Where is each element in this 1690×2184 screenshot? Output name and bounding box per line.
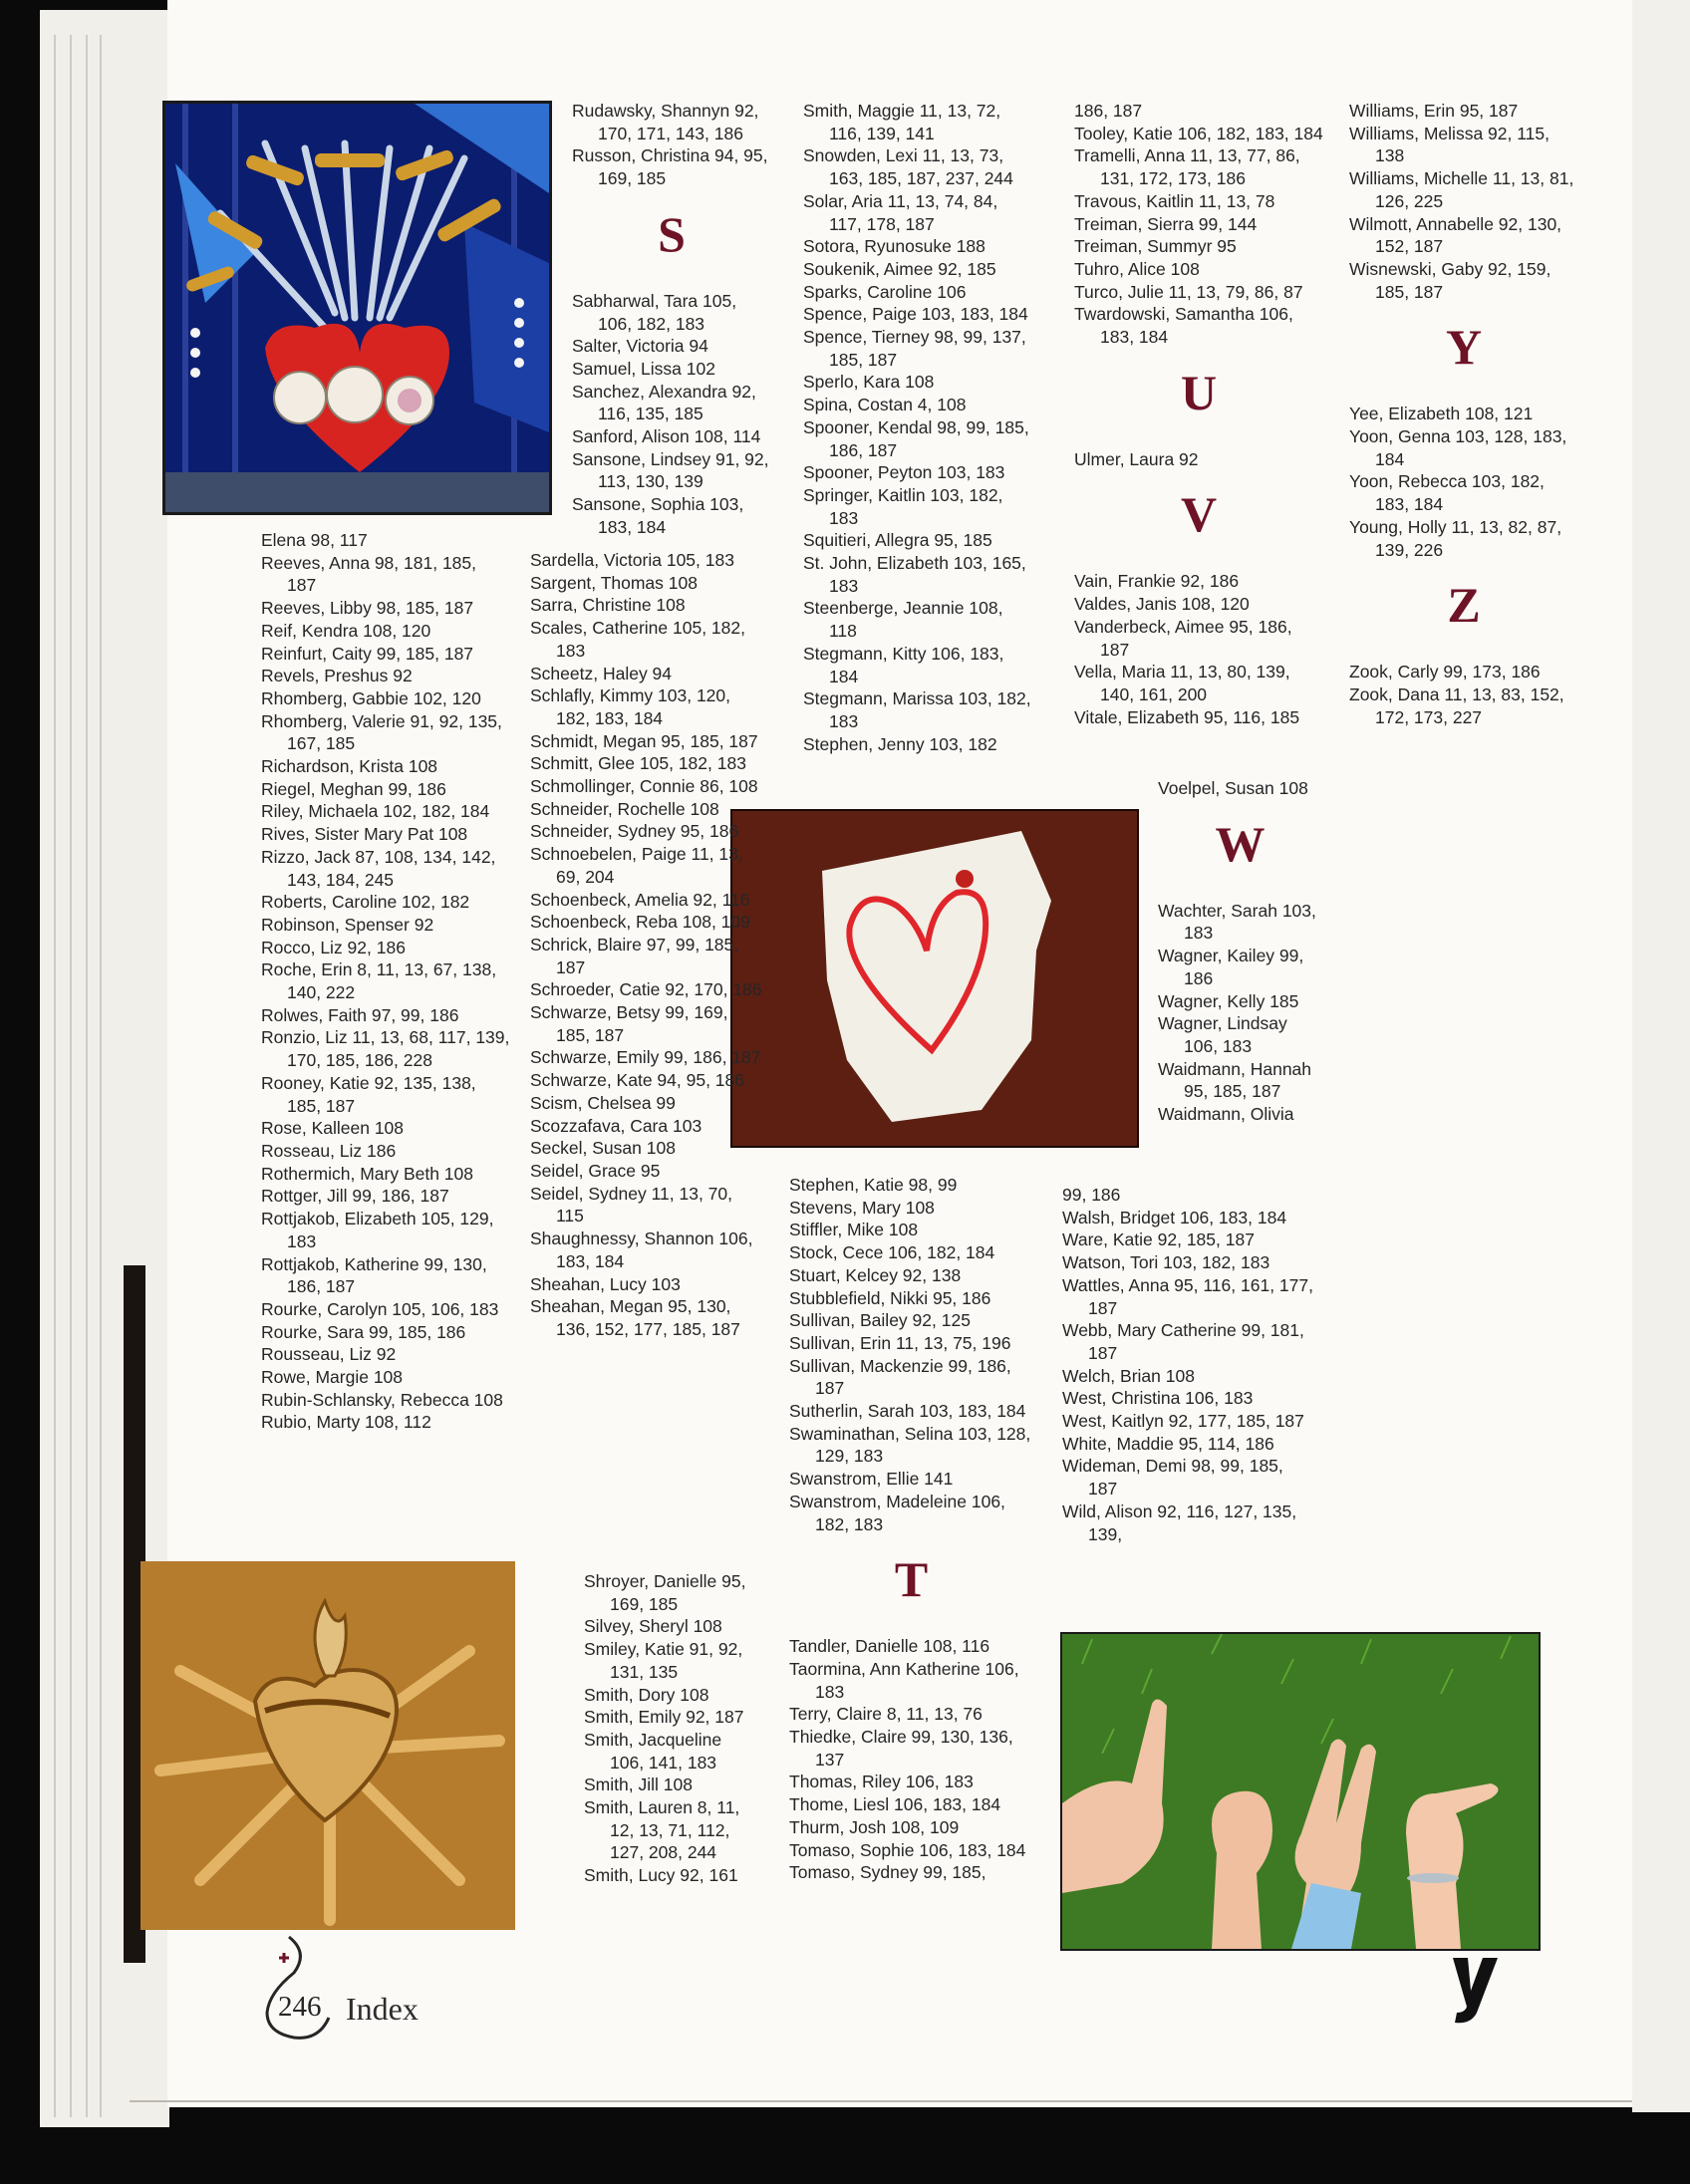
index-entry: Yoon, Genna 103, 128, 183, 184 bbox=[1349, 426, 1567, 469]
index-entry: Seckel, Susan 108 bbox=[530, 1138, 676, 1159]
index-entry: Stubblefield, Nikki 95, 186 bbox=[789, 1287, 991, 1308]
index-entry: Williams, Erin 95, 187 bbox=[1349, 101, 1519, 121]
index-entry: Samuel, Lissa 102 bbox=[572, 358, 715, 379]
index-entry: Schwarze, Betsy 99, 169, 185, 187 bbox=[530, 1002, 728, 1045]
index-column-4a bbox=[1074, 100, 1323, 728]
index-entry: Stock, Cece 106, 182, 184 bbox=[789, 1242, 995, 1263]
index-entry: Zook, Dana 11, 13, 83, 152, 172, 173, 227 bbox=[1349, 683, 1564, 727]
index-entry: Revels, Preshus 92 bbox=[261, 666, 413, 686]
section-letter: S bbox=[658, 205, 686, 262]
index-entry: Rubio, Marty 108, 112 bbox=[261, 1412, 431, 1433]
index-column-3b bbox=[789, 1174, 1033, 1884]
index-entry: Squitieri, Allegra 95, 185 bbox=[803, 530, 992, 551]
index-entry: Schmidt, Megan 95, 185, 187 bbox=[530, 730, 758, 751]
index-entry: Vain, Frankie 92, 186 bbox=[1074, 571, 1240, 592]
index-entry: Wattles, Anna 95, 116, 161, 177, 187 bbox=[1062, 1274, 1313, 1318]
index-entry: Solar, Aria 11, 13, 74, 84, 117, 178, 187 bbox=[803, 190, 998, 234]
page-number: 246 bbox=[278, 1991, 322, 2023]
index-entry: Reinfurt, Caity 99, 185, 187 bbox=[261, 643, 474, 664]
index-entry: Wagner, Kelly 185 bbox=[1158, 990, 1299, 1011]
index-entry: Spina, Costan 4, 108 bbox=[803, 395, 967, 415]
index-entry: Voelpel, Susan 108 bbox=[1158, 778, 1308, 798]
index-entry: Schmollinger, Connie 86, 108 bbox=[530, 776, 758, 797]
sacred-heart-carving-photo bbox=[141, 1561, 515, 1930]
index-entry: Rottjakob, Elizabeth 105, 129, 183 bbox=[261, 1209, 494, 1251]
index-entry: Vitale, Elizabeth 95, 116, 185 bbox=[1074, 706, 1300, 727]
index-column-4c bbox=[1062, 1184, 1316, 1545]
index-entry: Sanchez, Alexandra 92, 116, 135, 185 bbox=[572, 381, 756, 424]
index-entry: Steenberge, Jeannie 108, 118 bbox=[803, 598, 1003, 642]
section-letter: V bbox=[1180, 486, 1218, 543]
section-letter: W bbox=[1215, 815, 1266, 872]
index-entry: Tandler, Danielle 108, 116 bbox=[789, 1636, 990, 1657]
index-entry: White, Maddie 95, 114, 186 bbox=[1062, 1433, 1274, 1454]
index-entry: Robinson, Spenser 92 bbox=[261, 914, 434, 935]
index-entry: Spence, Paige 103, 183, 184 bbox=[803, 304, 1028, 325]
index-entry: Rowe, Margie 108 bbox=[261, 1367, 404, 1388]
index-entry: Sanford, Alison 108, 114 bbox=[572, 426, 761, 447]
index-entry: Swaminathan, Selina 103, 128, 129, 183 bbox=[789, 1423, 1031, 1467]
index-entry: Elena 98, 117 bbox=[261, 530, 368, 550]
index-entry: Sheahan, Lucy 103 bbox=[530, 1273, 681, 1294]
index-entry: Richardson, Krista 108 bbox=[261, 756, 438, 777]
index-entry: 99, 186 bbox=[1062, 1185, 1121, 1205]
index-entry: Williams, Melissa 92, 115, 138 bbox=[1349, 123, 1549, 166]
index-entry: Roche, Erin 8, 11, 13, 67, 138, 140, 222 bbox=[261, 959, 497, 1003]
index-entry: Schoenbeck, Amelia 92, 116 bbox=[530, 889, 750, 910]
index-entry: Waidmann, Hannah 95, 185, 187 bbox=[1158, 1058, 1312, 1102]
index-column-5 bbox=[1349, 100, 1578, 728]
index-entry: Schneider, Rochelle 108 bbox=[530, 798, 719, 819]
index-entry: Waidmann, Olivia bbox=[1158, 1104, 1294, 1125]
index-entry: Wideman, Demi 98, 99, 185, 187 bbox=[1062, 1456, 1283, 1500]
index-entry: Tooley, Katie 106, 182, 183, 184 bbox=[1074, 123, 1323, 143]
index-entry: Rolwes, Faith 97, 99, 186 bbox=[261, 1004, 459, 1025]
index-entry: Taormina, Ann Katherine 106, 183 bbox=[789, 1658, 1019, 1702]
index-entry: Sotora, Ryunosuke 188 bbox=[803, 236, 986, 257]
index-entry: Terry, Claire 8, 11, 13, 76 bbox=[789, 1704, 983, 1725]
index-entry: Wagner, Lindsay 106, 183 bbox=[1158, 1013, 1287, 1056]
yearbook-logo-icon bbox=[1443, 1953, 1503, 2028]
index-entry: Stiffler, Mike 108 bbox=[789, 1220, 919, 1240]
index-entry: Scales, Catherine 105, 182, 183 bbox=[530, 618, 745, 661]
index-entry: Ulmer, Laura 92 bbox=[1074, 448, 1199, 469]
index-entry: Vanderbeck, Aimee 95, 186, 187 bbox=[1074, 616, 1292, 660]
section-label: Index bbox=[346, 1991, 419, 2027]
index-entry: Rottjakob, Katherine 99, 130, 186, 187 bbox=[261, 1253, 487, 1297]
index-entry: Sullivan, Erin 11, 13, 75, 196 bbox=[789, 1332, 1011, 1353]
index-entry: Watson, Tori 103, 182, 183 bbox=[1062, 1252, 1270, 1273]
index-entry: Schwarze, Emily 99, 186, 187 bbox=[530, 1047, 761, 1068]
index-entry: Schmitt, Glee 105, 182, 183 bbox=[530, 753, 746, 774]
index-entry: Sabharwal, Tara 105, 106, 182, 183 bbox=[572, 290, 737, 334]
index-entry: Smith, Maggie 11, 13, 72, 116, 139, 141 bbox=[803, 101, 1001, 143]
index-entry: Schnoebelen, Paige 11, 13, 69, 204 bbox=[530, 844, 743, 887]
index-entry: Smith, Jacqueline 106, 141, 183 bbox=[584, 1729, 722, 1773]
index-entry: Reeves, Libby 98, 185, 187 bbox=[261, 598, 474, 619]
index-entry: Stuart, Kelcey 92, 138 bbox=[789, 1264, 962, 1285]
index-entry: Rose, Kalleen 108 bbox=[261, 1118, 405, 1139]
index-entry: Stephen, Katie 98, 99 bbox=[789, 1175, 958, 1195]
index-entry: Schoenbeck, Reba 108, 109 bbox=[530, 912, 750, 933]
index-entry: Sargent, Thomas 108 bbox=[530, 572, 698, 593]
index-entry: Soukenik, Aimee 92, 185 bbox=[803, 258, 996, 279]
index-entry: Sullivan, Bailey 92, 125 bbox=[789, 1310, 971, 1331]
index-entry: Tomaso, Sydney 99, 185, bbox=[789, 1862, 986, 1883]
index-entry: Springer, Kaitlin 103, 182, 183 bbox=[803, 484, 1003, 528]
index-entry: Rubin-Schlansky, Rebecca 108 bbox=[261, 1389, 503, 1410]
index-entry: Ronzio, Liz 11, 13, 68, 117, 139, 170, 185, 186, 228 bbox=[261, 1027, 510, 1071]
index-entry: Schlafly, Kimmy 103, 120, 182, 183, 184 bbox=[530, 685, 731, 728]
index-column-1 bbox=[261, 529, 510, 1434]
index-entry: Scism, Chelsea 99 bbox=[530, 1092, 676, 1113]
index-entry: Snowden, Lexi 11, 13, 73, 163, 185, 187, 237, 244 bbox=[803, 145, 1013, 189]
index-entry: Wisnewski, Gaby 92, 159, 185, 187 bbox=[1349, 258, 1551, 302]
index-entry: 186, 187 bbox=[1074, 101, 1143, 121]
index-entry: Thome, Liesl 106, 183, 184 bbox=[789, 1794, 1001, 1815]
index-entry: Rizzo, Jack 87, 108, 134, 142, 143, 184, 245 bbox=[261, 846, 496, 890]
index-entry: Welch, Brian 108 bbox=[1062, 1365, 1195, 1386]
index-entry: Spooner, Peyton 103, 183 bbox=[803, 462, 1005, 483]
index-entry: Sperlo, Kara 108 bbox=[803, 372, 935, 393]
index-entry: Wachter, Sarah 103, 183 bbox=[1158, 900, 1316, 944]
index-entry: Spooner, Kendal 98, 99, 185, 186, 187 bbox=[803, 416, 1029, 460]
index-entry: West, Christina 106, 183 bbox=[1062, 1388, 1254, 1409]
index-entry: Scozzafava, Cara 103 bbox=[530, 1115, 703, 1136]
index-entry: Schrick, Blaire 97, 99, 185, 187 bbox=[530, 934, 739, 977]
index-entry: Smith, Dory 108 bbox=[584, 1684, 709, 1705]
index-column-4b bbox=[1158, 777, 1322, 1126]
index-entry: West, Kaitlyn 92, 177, 185, 187 bbox=[1062, 1411, 1304, 1432]
index-entry: Rooney, Katie 92, 135, 138, 185, 187 bbox=[261, 1072, 476, 1116]
index-entry: Rocco, Liz 92, 186 bbox=[261, 937, 406, 957]
index-entry: Rives, Sister Mary Pat 108 bbox=[261, 824, 468, 845]
index-entry: Rosseau, Liz 186 bbox=[261, 1140, 397, 1161]
index-entry: Sansone, Lindsey 91, 92, 113, 130, 139 bbox=[572, 448, 769, 492]
index-entry: Silvey, Sheryl 108 bbox=[584, 1616, 722, 1637]
index-entry: Smith, Lauren 8, 11, 12, 13, 71, 112, 127, 208, 244 bbox=[584, 1797, 740, 1863]
section-letter: U bbox=[1180, 364, 1218, 420]
index-entry: Turco, Julie 11, 13, 79, 86, 87 bbox=[1074, 281, 1303, 302]
index-entry: Rhomberg, Valerie 91, 92, 135, 167, 185 bbox=[261, 710, 502, 754]
index-entry: Sarra, Christine 108 bbox=[530, 595, 686, 616]
index-entry: Smith, Jill 108 bbox=[584, 1774, 693, 1795]
index-entry: Smith, Lucy 92, 161 bbox=[584, 1865, 738, 1886]
index-entry: Seidel, Grace 95 bbox=[530, 1160, 661, 1181]
index-entry: Spence, Tierney 98, 99, 137, 185, 187 bbox=[803, 327, 1026, 370]
index-entry: Stevens, Mary 108 bbox=[789, 1197, 935, 1218]
index-entry: Zook, Carly 99, 173, 186 bbox=[1349, 662, 1541, 682]
index-entry: Vella, Maria 11, 13, 80, 139, 140, 161, 200 bbox=[1074, 662, 1290, 704]
index-entry: Sparks, Caroline 106 bbox=[803, 281, 967, 302]
index-entry: Schwarze, Kate 94, 95, 186 bbox=[530, 1070, 744, 1091]
index-entry: Yoon, Rebecca 103, 182, 183, 184 bbox=[1349, 471, 1545, 515]
hands-spelling-love-photo bbox=[1060, 1632, 1541, 1951]
index-entry: Rottger, Jill 99, 186, 187 bbox=[261, 1186, 449, 1207]
index-entry: Young, Holly 11, 13, 82, 87, 139, 226 bbox=[1349, 516, 1562, 560]
index-column-2b bbox=[530, 549, 764, 1341]
next-page-edge bbox=[1632, 0, 1690, 2112]
index-entry: Rourke, Carolyn 105, 106, 183 bbox=[261, 1298, 499, 1319]
index-entry: Wilmott, Annabelle 92, 130, 152, 187 bbox=[1349, 213, 1562, 257]
index-column-3a bbox=[803, 100, 1032, 755]
index-entry: Wild, Alison 92, 116, 127, 135, 139, bbox=[1062, 1501, 1297, 1544]
index-entry: Twardowski, Samantha 106, 183, 184 bbox=[1074, 304, 1293, 348]
index-entry: Stegmann, Marissa 103, 182, 183 bbox=[803, 688, 1031, 731]
index-entry: Sullivan, Mackenzie 99, 186, 187 bbox=[789, 1355, 1011, 1399]
index-entry: Smiley, Katie 91, 92, 131, 135 bbox=[584, 1639, 743, 1682]
index-entry: Riegel, Meghan 99, 186 bbox=[261, 778, 446, 799]
index-entry: Walsh, Bridget 106, 183, 184 bbox=[1062, 1207, 1287, 1228]
index-entry: Yee, Elizabeth 108, 121 bbox=[1349, 404, 1534, 424]
index-entry: Sansone, Sophia 103, 183, 184 bbox=[572, 494, 744, 537]
index-entry: Seidel, Sydney 11, 13, 70, 115 bbox=[530, 1183, 733, 1227]
stained-glass-photo bbox=[162, 101, 552, 515]
index-entry: Tomaso, Sophie 106, 183, 184 bbox=[789, 1839, 1026, 1860]
index-entry: Sheahan, Megan 95, 130, 136, 152, 177, 185, 187 bbox=[530, 1296, 740, 1339]
page-bottom-edge bbox=[130, 2100, 1632, 2102]
index-entry: Riley, Michaela 102, 182, 184 bbox=[261, 801, 490, 822]
index-entry: Rothermich, Mary Beth 108 bbox=[261, 1163, 474, 1184]
index-entry: Swanstrom, Ellie 141 bbox=[789, 1469, 954, 1490]
index-entry: Ware, Katie 92, 185, 187 bbox=[1062, 1229, 1255, 1250]
index-entry: Rudawsky, Shannyn 92, 170, 171, 143, 186 bbox=[572, 101, 759, 143]
index-entry: Rhomberg, Gabbie 102, 120 bbox=[261, 687, 481, 708]
index-entry: Thomas, Riley 106, 183 bbox=[789, 1772, 974, 1792]
index-entry: Shroyer, Danielle 95, 169, 185 bbox=[584, 1571, 746, 1614]
index-entry: Swanstrom, Madeleine 106, 182, 183 bbox=[789, 1491, 1005, 1534]
index-entry: Shaughnessy, Shannon 106, 183, 184 bbox=[530, 1228, 753, 1271]
index-entry: Reif, Kendra 108, 120 bbox=[261, 620, 431, 641]
index-entry: Smith, Emily 92, 187 bbox=[584, 1707, 744, 1728]
index-column-2a bbox=[572, 100, 771, 539]
paper-heart-note-photo bbox=[730, 809, 1139, 1148]
index-entry: Thurm, Josh 108, 109 bbox=[789, 1816, 960, 1837]
index-entry: Sardella, Victoria 105, 183 bbox=[530, 550, 734, 570]
index-entry: Tuhro, Alice 108 bbox=[1074, 258, 1200, 279]
index-entry: Roberts, Caroline 102, 182 bbox=[261, 892, 470, 913]
index-entry: Treiman, Sierra 99, 144 bbox=[1074, 213, 1258, 234]
index-entry: Rourke, Sara 99, 185, 186 bbox=[261, 1321, 466, 1342]
index-entry: Stephen, Jenny 103, 182 bbox=[803, 733, 997, 754]
index-entry: Rousseau, Liz 92 bbox=[261, 1344, 397, 1365]
section-letter: T bbox=[894, 1551, 929, 1608]
index-entry: Thiedke, Claire 99, 130, 136, 137 bbox=[789, 1727, 1013, 1770]
index-entry: Valdes, Janis 108, 120 bbox=[1074, 594, 1250, 615]
index-entry: Scheetz, Haley 94 bbox=[530, 663, 673, 683]
index-entry: Reeves, Anna 98, 181, 185, 187 bbox=[261, 552, 476, 596]
heart-folio-icon bbox=[249, 1933, 359, 2043]
section-letter: Z bbox=[1447, 577, 1481, 634]
index-entry: Stegmann, Kitty 106, 183, 184 bbox=[803, 643, 1004, 686]
index-entry: Sutherlin, Sarah 103, 183, 184 bbox=[789, 1401, 1026, 1422]
index-entry: Travous, Kaitlin 11, 13, 78 bbox=[1074, 190, 1275, 211]
index-entry: St. John, Elizabeth 103, 165, 183 bbox=[803, 553, 1026, 596]
index-entry: Russon, Christina 94, 95, 169, 185 bbox=[572, 145, 768, 189]
index-column-2c bbox=[584, 1570, 758, 1887]
index-entry: Wagner, Kailey 99, 186 bbox=[1158, 946, 1304, 988]
index-entry: Webb, Mary Catherine 99, 181, 187 bbox=[1062, 1320, 1304, 1363]
section-letter: Y bbox=[1445, 319, 1483, 376]
index-entry: Schneider, Sydney 95, 186 bbox=[530, 821, 739, 842]
index-entry: Treiman, Summyr 95 bbox=[1074, 236, 1237, 257]
index-entry: Williams, Michelle 11, 13, 81, 126, 225 bbox=[1349, 168, 1574, 211]
index-entry: Salter, Victoria 94 bbox=[572, 336, 708, 357]
index-entry: Tramelli, Anna 11, 13, 77, 86, 131, 172, 173, 186 bbox=[1074, 145, 1300, 189]
index-entry: Schroeder, Catie 92, 170, 186 bbox=[530, 979, 762, 1000]
